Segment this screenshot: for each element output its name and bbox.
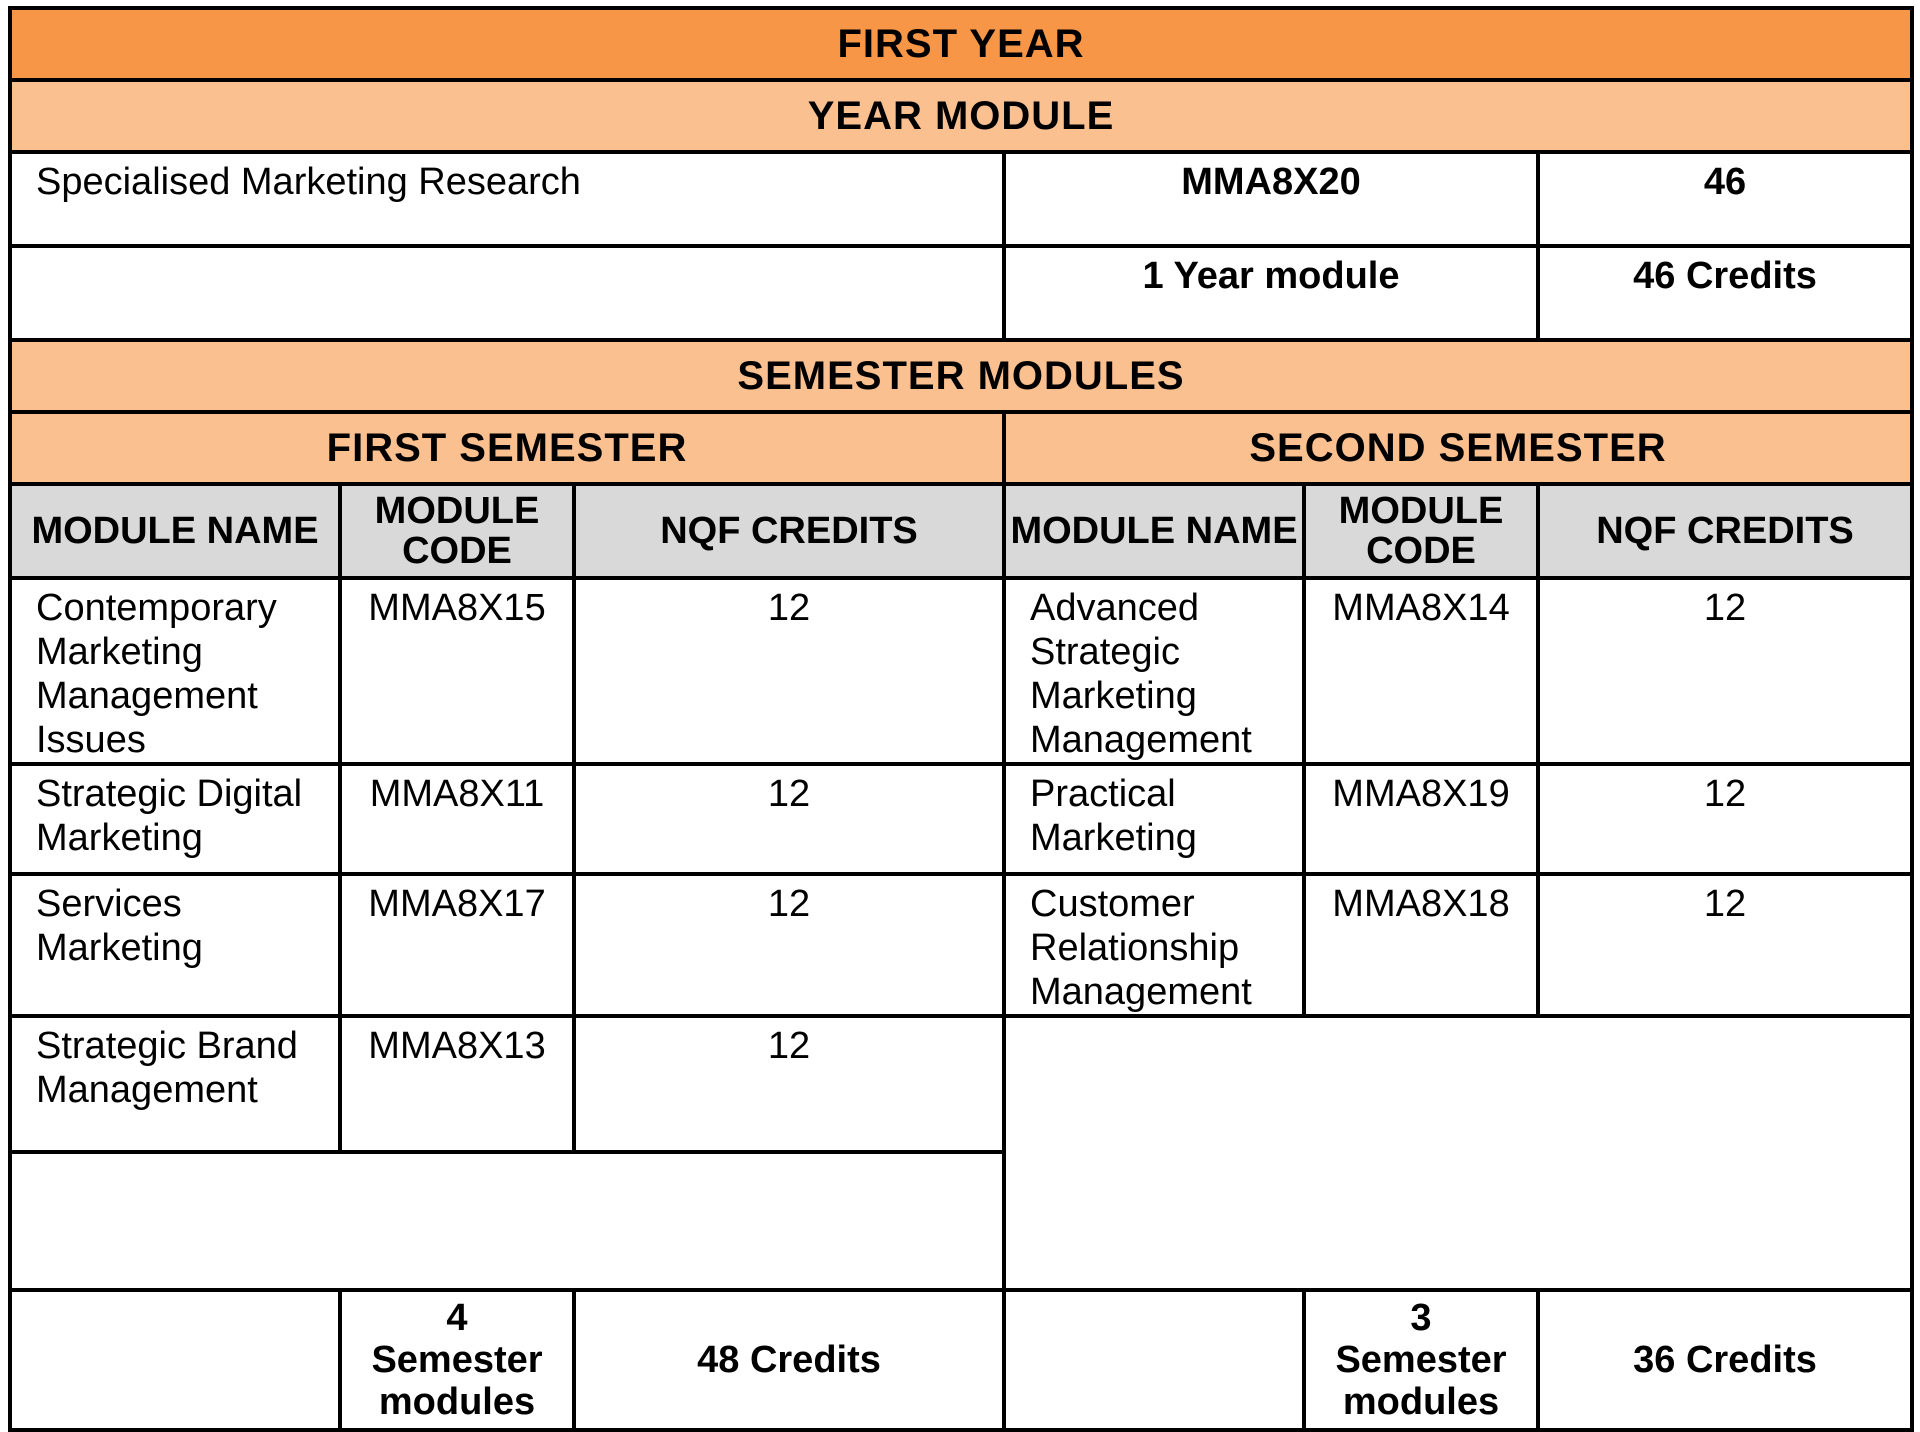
- table-row: [10, 764, 1912, 874]
- module-credits: 12: [574, 1016, 1004, 1152]
- col-header-module-code: MODULE CODE: [340, 484, 574, 578]
- module-name: Strategic Brand Management: [10, 1016, 340, 1152]
- first-semester-empty-area: [10, 1152, 1004, 1290]
- year-module-credits: 46: [1538, 152, 1912, 246]
- first-total-count: 4: [446, 1297, 468, 1339]
- year-module-row: [10, 152, 1912, 246]
- col-header-nqf-credits: NQF CREDITS: [574, 484, 1004, 578]
- module-credits: 12: [1538, 874, 1912, 1016]
- module-code: MMA8X13: [340, 1016, 574, 1152]
- totals-row: [10, 1290, 1912, 1430]
- programme-table-frame: [8, 6, 1910, 1426]
- module-code: MMA8X15: [340, 578, 574, 764]
- table-row: [10, 1016, 1912, 1152]
- module-name: Customer Relationship Management: [1004, 874, 1304, 1016]
- module-code: MMA8X11: [340, 764, 574, 874]
- module-name: Advanced Strategic Marketing Management: [1004, 578, 1304, 764]
- module-name: Strategic Digital Marketing: [10, 764, 340, 874]
- second-semester-total-modules: [1304, 1290, 1538, 1430]
- col-header-module-code: MODULE CODE: [1304, 484, 1538, 578]
- year-module-heading: YEAR MODULE: [10, 80, 1912, 152]
- module-name: Contemporary Marketing Management Issues: [10, 578, 340, 764]
- year-module-code: MMA8X20: [1004, 152, 1538, 246]
- module-credits: 12: [574, 874, 1004, 1016]
- semester-modules-heading: SEMESTER MODULES: [10, 340, 1912, 412]
- second-semester-total-credits: 36 Credits: [1538, 1290, 1912, 1430]
- module-credits: 12: [1538, 764, 1912, 874]
- totals-empty: [1004, 1290, 1304, 1430]
- table-row: [10, 874, 1912, 1016]
- module-code: MMA8X17: [340, 874, 574, 1016]
- second-total-count: 3: [1410, 1297, 1432, 1339]
- year-module-name: Specialised Marketing Research: [10, 152, 1004, 246]
- programme-table: [8, 6, 1914, 1432]
- module-code: MMA8X19: [1304, 764, 1538, 874]
- module-credits: 12: [574, 578, 1004, 764]
- first-semester-total-modules: [340, 1290, 574, 1430]
- col-header-nqf-credits: NQF CREDITS: [1538, 484, 1912, 578]
- module-name: Practical Marketing: [1004, 764, 1304, 874]
- year-module-summary-row: [10, 246, 1912, 340]
- totals-empty: [10, 1290, 340, 1430]
- module-code: MMA8X14: [1304, 578, 1538, 764]
- first-semester-heading: FIRST SEMESTER: [10, 412, 1004, 484]
- year-module-summary-modules: 1 Year module: [1004, 246, 1538, 340]
- first-year-title: FIRST YEAR: [10, 8, 1912, 80]
- second-semester-empty-area: [1004, 1016, 1912, 1290]
- module-code: MMA8X18: [1304, 874, 1538, 1016]
- year-module-summary-credits: 46 Credits: [1538, 246, 1912, 340]
- module-credits: 12: [1538, 578, 1912, 764]
- col-header-module-name: MODULE NAME: [10, 484, 340, 578]
- module-name: Services Marketing: [10, 874, 340, 1016]
- second-semester-heading: SECOND SEMESTER: [1004, 412, 1912, 484]
- table-row: [10, 578, 1912, 764]
- col-header-module-name: MODULE NAME: [1004, 484, 1304, 578]
- second-total-label: Semester modules: [1335, 1339, 1507, 1423]
- first-semester-total-credits: 48 Credits: [574, 1290, 1004, 1430]
- first-total-label: Semester modules: [371, 1339, 543, 1423]
- column-header-row: [10, 484, 1912, 578]
- module-credits: 12: [574, 764, 1004, 874]
- year-module-summary-empty: [10, 246, 1004, 340]
